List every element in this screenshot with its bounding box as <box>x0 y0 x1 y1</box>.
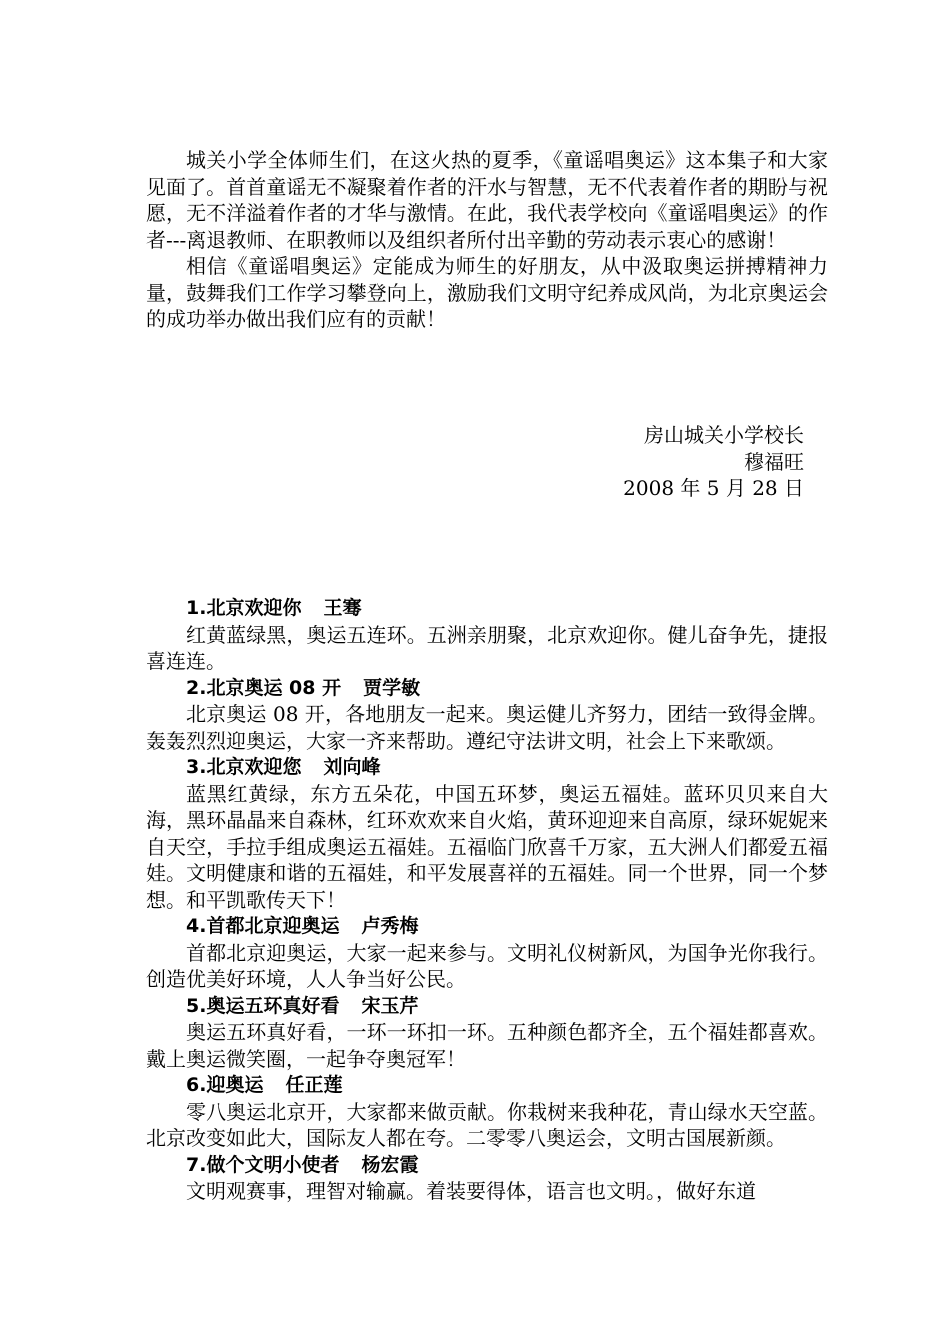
poem-body: 蓝黑红黄绿，东方五朵花，中国五环梦，奥运五福娃。蓝环贝贝来自大海，黑环晶晶来自森林，红环欢欢来自火焰，黄环迎迎来自高原，绿环妮妮来自天空，手拉手组成奥运五福娃。五福临门欣喜千万家，五大洲人们都爱五福娃。文明健康和谐的五福娃，和平发展喜祥的五福娃。同一个世界，同一个梦想。和平凯歌传天下！ <box>146 781 828 912</box>
preface-paragraph-2: 相信《童谣唱奥运》定能成为师生的好朋友，从中汲取奥运拼搏精神力量，鼓舞我们工作学习攀登向上，激励我们文明守纪养成风尚，为北京奥运会的成功举办做出我们应有的贡献！ <box>146 254 828 331</box>
poem-title-text: 5.奥运五环真好看 <box>186 994 340 1017</box>
poem-body: 零八奥运北京开，大家都来做贡献。你栽树来我种花，青山绿水天空蓝。北京改变如此大，国际友人都在夸。二零零八奥运会，文明古国展新颜。 <box>146 1099 828 1150</box>
poem-title-text: 1.北京欢迎你 <box>186 597 302 619</box>
poem-title <box>146 1072 828 1099</box>
poem-item <box>146 754 828 913</box>
poem-item <box>146 675 828 755</box>
poem-title-text: 3.北京欢迎您 <box>186 756 302 778</box>
poem-body: 北京奥运 08 开，各地朋友一起来。奥运健儿齐努力，团结一致得金牌。轰轰烈烈迎奥运，大家一齐来帮助。遵纪守法讲文明，社会上下来歌颂。 <box>146 702 828 753</box>
poem-title <box>146 1152 828 1179</box>
preface-paragraph-1: 城关小学全体师生们，在这火热的夏季，《童谣唱奥运》这本集子和大家见面了。首首童谣无不凝聚着作者的汗水与智慧，无不代表着作者的期盼与祝愿，无不洋溢着作者的才华与激情。在此，我代表学校向《童谣唱奥运》的作者---离退教师、在职教师以及组织者所付出辛勤的劳动表示衷心的感谢！ <box>146 148 828 252</box>
poem-body: 红黄蓝绿黑，奥运五连环。五洲亲朋聚，北京欢迎你。健儿奋争先，捷报喜连连。 <box>146 622 828 673</box>
poem-title-text: 7.做个文明小使者 <box>186 1153 340 1176</box>
poem-body: 文明观赛事，理智对输赢。着装要得体，语言也文明。，做好东道 <box>186 1179 756 1203</box>
poem-author: 刘向峰 <box>323 756 381 778</box>
poem-author: 卢秀梅 <box>361 915 419 937</box>
poem-author: 贾学敏 <box>363 676 421 699</box>
poem-title <box>146 675 828 702</box>
poem-list <box>146 595 828 1205</box>
document-page <box>146 0 828 1344</box>
poem-item <box>146 993 828 1073</box>
poem-author: 任正莲 <box>285 1074 343 1096</box>
poem-author: 王骞 <box>323 597 362 619</box>
poem-title <box>146 754 828 781</box>
preface-section <box>146 147 828 333</box>
poem-title-text: 4.首都北京迎奥运 <box>186 915 340 937</box>
signature-block <box>623 422 804 502</box>
poem-title <box>146 595 828 622</box>
poem-title-text: 2.北京奥运 08 开 <box>186 676 342 699</box>
poem-body: 奥运五环真好看，一环一环扣一环。五种颜色都齐全，五个福娃都喜欢。戴上奥运微笑圈，一起争夺奥冠军！ <box>146 1020 828 1071</box>
poem-title-text: 6.迎奥运 <box>186 1074 264 1096</box>
poem-item <box>146 595 828 675</box>
signature-name: 穆福旺 <box>744 449 804 474</box>
poem-author: 杨宏霞 <box>361 1153 419 1176</box>
signature-org: 房山城关小学校长 <box>644 423 804 447</box>
poem-title <box>146 913 828 940</box>
poem-body: 首都北京迎奥运，大家一起来参与。文明礼仪树新风，为国争光你我行。创造优美好环境，人人争当好公民。 <box>146 940 828 991</box>
poem-item <box>146 1072 828 1152</box>
poem-item <box>146 913 828 993</box>
poem-item <box>146 1152 828 1205</box>
poem-author: 宋玉芹 <box>361 994 419 1017</box>
poem-title <box>146 993 828 1020</box>
signature-date: 2008 年 5 月 28 日 <box>623 476 804 500</box>
